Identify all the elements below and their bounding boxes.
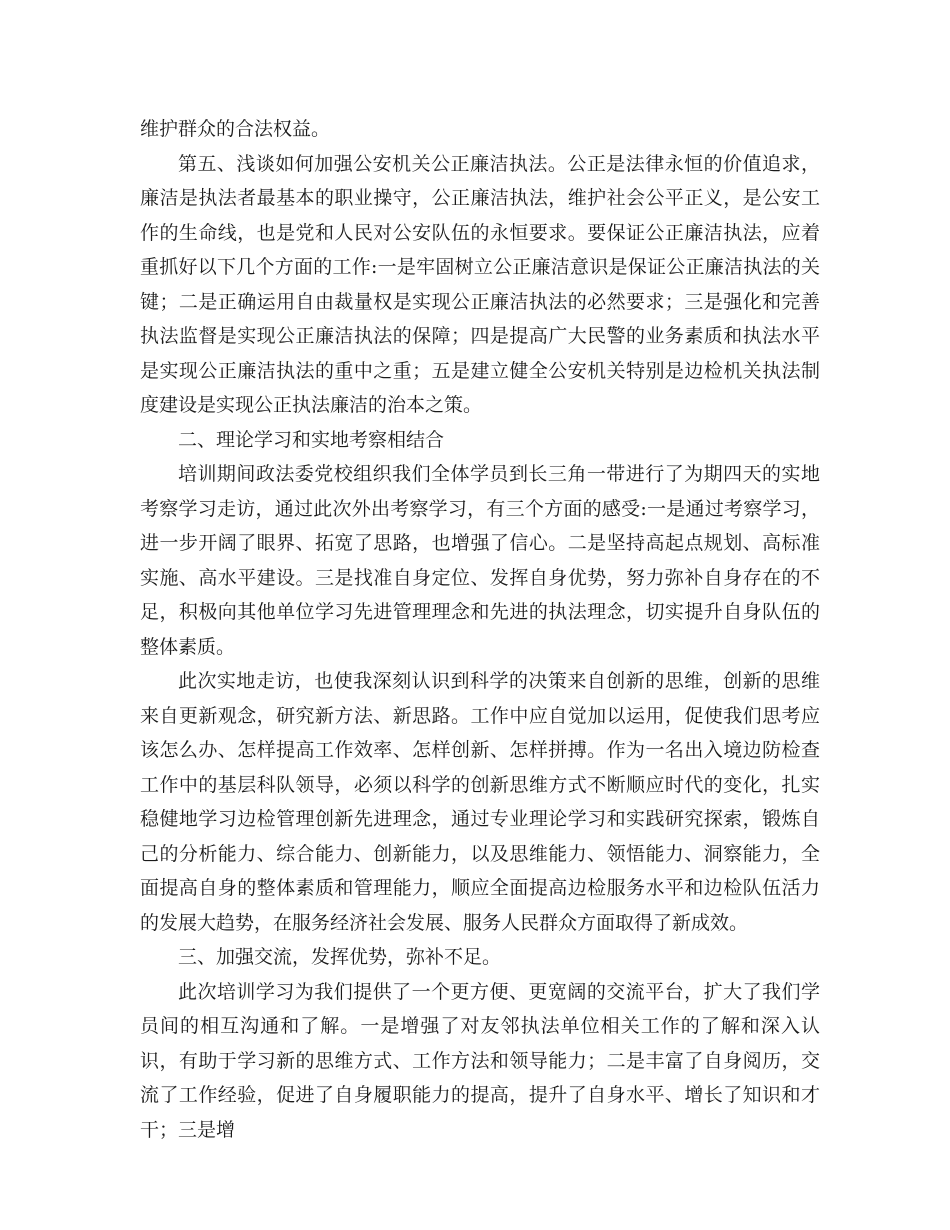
paragraph-exchange: 此次培训学习为我们提供了一个更方便、更宽阔的交流平台，扩大了我们学员间的相互沟通和了解。一是增强了对友邻执法单位相关工作的了解和深入认识，有助于学习新的思维方式、工作方法和领导能力；二是丰富了自身阅历，交流了工作经验，促进了自身履职能力的提高，提升了自身水平、增长了知识和才干；三是增 [140,980,820,1141]
document-body [140,112,820,1147]
paragraph-innovation: 此次实地走访，也使我深刻认识到科学的决策来自创新的思维，创新的思维来自更新观念，研究新方法、新思路。工作中应自觉加以运用，促使我们思考应该怎么办、怎样提高工作效率、怎样创新、怎样拼搏。作为一名出入境边防检查工作中的基层科队领导，必须以科学的创新思维方式不断顺应时代的变化，扎实稳健地学习边检管理创新先进理念，通过专业理论学习和实践研究探索，锻炼自己的分析能力、综合能力、创新能力，以及思维能力、领悟能力、洞察能力，全面提高自身的整体素质和管理能力，顺应全面提高边检服务水平和边检队伍活力的发展大趋势，在服务经济社会发展、服务人民群众方面取得了新成效。 [140,670,820,934]
paragraph-fifth-point: 第五、浅谈如何加强公安机关公正廉洁执法。公正是法律永恒的价值追求，廉洁是执法者最基本的职业操守，公正廉洁执法，维护社会公平正义，是公安工作的生命线，也是党和人民对公安队伍的永恒要求。要保证公正廉洁执法，应着重抓好以下几个方面的工作:一是牢固树立公正廉洁意识是保证公正廉洁执法的关键；二是正确运用自由裁量权是实现公正廉洁执法的必然要求；三是强化和完善执法监督是实现公正廉洁执法的保障；四是提高广大民警的业务素质和执法水平是实现公正廉洁执法的重中之重；五是建立健全公安机关特别是边检机关执法制度建设是实现公正执法廉洁的治本之策。 [140,152,820,416]
section-heading-three: 三、加强交流，发挥优势，弥补不足。 [178,946,502,968]
section-heading-two: 二、理论学习和实地考察相结合 [178,428,445,451]
paragraph-continuation: 维护群众的合法权益。 [140,118,331,140]
paragraph-field-study: 培训期间政法委党校组织我们全体学员到长三角一带进行了为期四天的实地考察学习走访，通过此次外出考察学习，有三个方面的感受:一是通过考察学习，进一步开阔了眼界、拓宽了思路，也增强了信心。二是坚持高起点规划、高标准实施、高水平建设。三是找准自身定位、发挥自身优势，努力弥补自身存在的不足，积极向其他单位学习先进管理理念和先进的执法理念，切实提升自身队伍的整体素质。 [140,463,820,658]
